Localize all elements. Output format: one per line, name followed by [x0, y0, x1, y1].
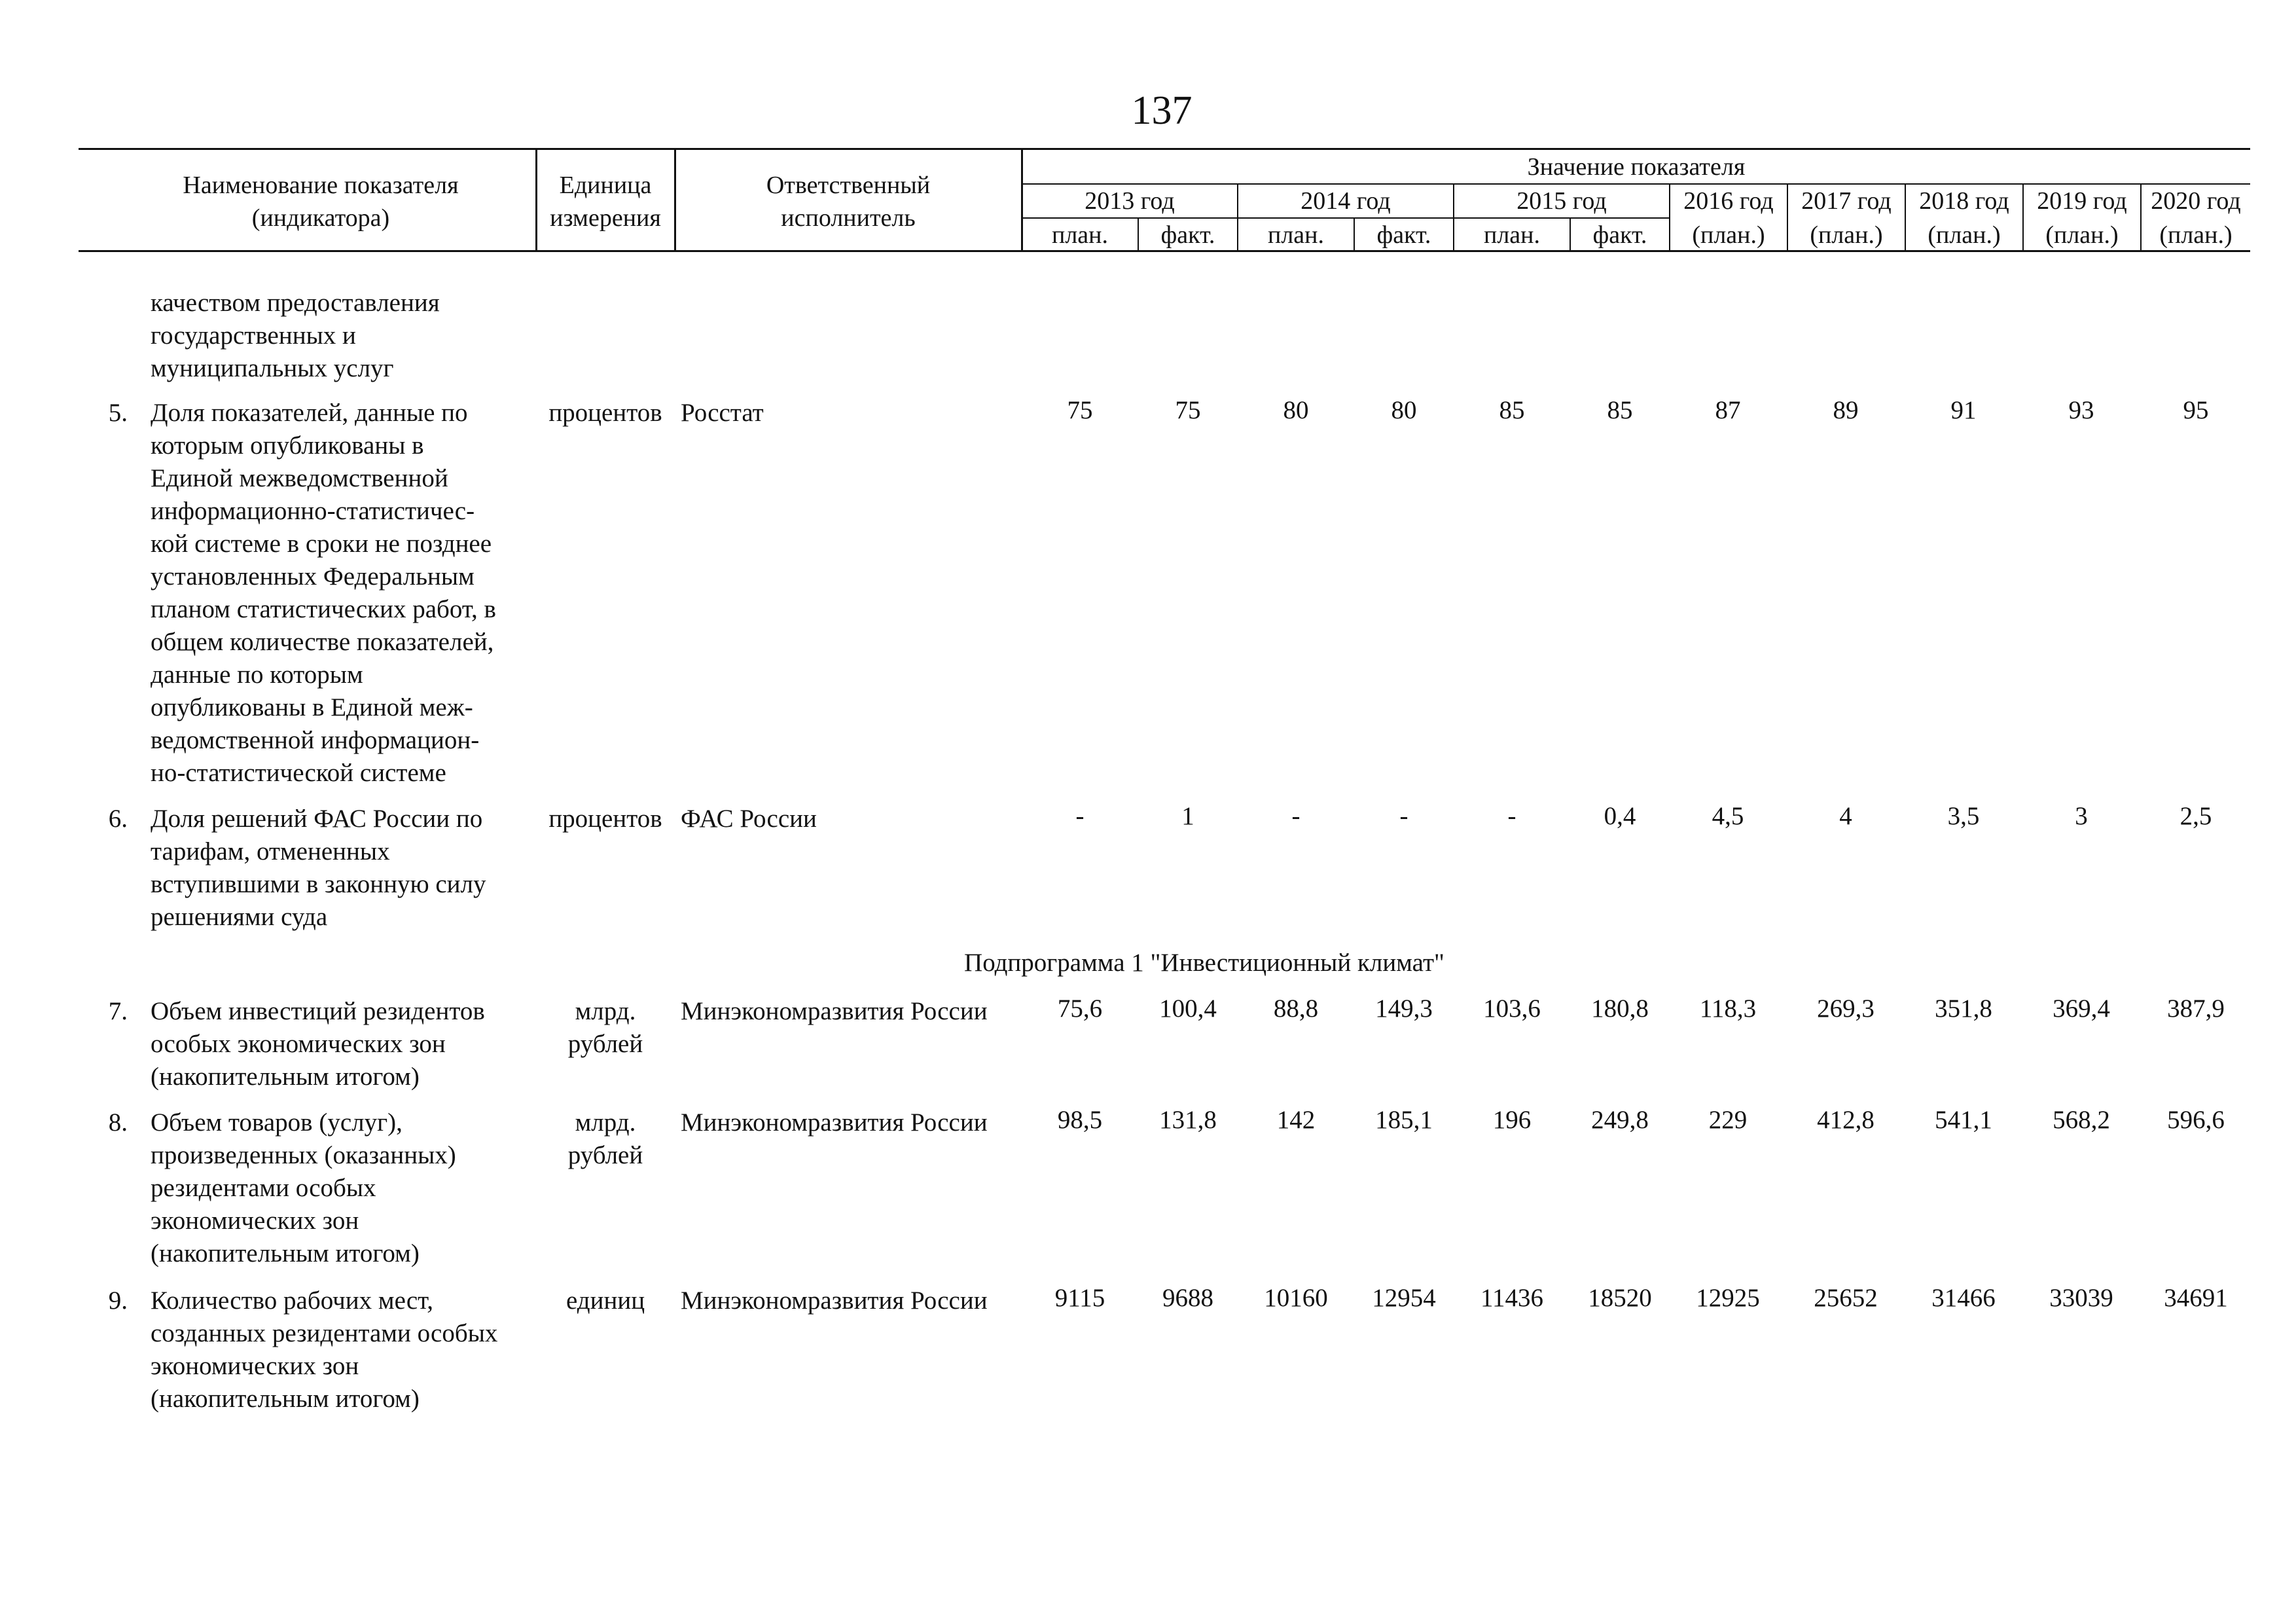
row-unit: рублей — [567, 1141, 643, 1169]
header-unit-line2: измерения — [550, 204, 661, 232]
row-value: 1 — [1181, 802, 1194, 830]
row-index: 6. — [108, 805, 128, 833]
header-plan: план. — [1483, 221, 1540, 249]
row-value: 87 — [1715, 396, 1741, 424]
header-year-2014: 2014 год — [1300, 187, 1391, 215]
row-value: 596,6 — [2167, 1106, 2225, 1134]
header-year-2015: 2015 год — [1516, 187, 1607, 215]
row-value: 75,6 — [1057, 994, 1103, 1023]
row-value: 118,3 — [1699, 994, 1757, 1023]
row-value: - — [1075, 802, 1085, 830]
row-index: 7. — [108, 997, 128, 1025]
row-name-line: экономических зон — [151, 1207, 359, 1235]
header-exec-line1: Ответственный — [766, 172, 931, 199]
row-name-line: вступившими в законную силу — [151, 870, 486, 898]
row-value: 88,8 — [1273, 994, 1319, 1023]
row-value: 185,1 — [1375, 1106, 1433, 1134]
row-name-line: Объем инвестиций резидентов — [151, 997, 485, 1025]
row-value: 412,8 — [1817, 1106, 1874, 1134]
row-value: 4,5 — [1712, 802, 1744, 830]
row-value: 9115 — [1054, 1284, 1105, 1312]
row-name-line: резидентами особых — [151, 1174, 376, 1202]
row-name-line: установленных Федеральным — [151, 562, 475, 591]
row-name-line: Доля показателей, данные по — [151, 399, 468, 427]
row-value: 75 — [1175, 396, 1201, 424]
header-year-2016: 2016 год — [1683, 187, 1774, 215]
row-name-line: (накопительным итогом) — [151, 1239, 420, 1267]
row-value: 95 — [2183, 396, 2209, 424]
page-number: 137 — [1131, 88, 1193, 133]
header-name-line1: Наименование показателя — [183, 172, 459, 199]
row-name-line: Количество рабочих мест, — [151, 1286, 434, 1315]
row-index: 5. — [108, 399, 128, 427]
row-name-line: информационно-статистичес- — [151, 497, 475, 525]
row-value: 85 — [1499, 396, 1525, 424]
row-index: 9. — [108, 1286, 128, 1315]
row-name-line: тарифам, отмененных — [151, 837, 390, 866]
row-name-line: Объем товаров (услуг), — [151, 1108, 403, 1137]
row-unit: процентов — [548, 805, 662, 833]
header-fact: факт. — [1160, 221, 1215, 249]
row-name-line: но-статистической системе — [151, 759, 446, 787]
header-fact: факт. — [1376, 221, 1431, 249]
header-plan: план. — [1267, 221, 1324, 249]
row-name-line: которым опубликованы в — [151, 431, 424, 460]
row-value: 3,5 — [1947, 802, 1980, 830]
row-value: 25652 — [1814, 1284, 1878, 1312]
row-value: 11436 — [1480, 1284, 1544, 1312]
header-year-2020: 2020 год — [2151, 187, 2241, 215]
row-value: 229 — [1708, 1106, 1748, 1134]
header-value-group: Значение показателя — [1527, 153, 1746, 181]
header-year-2019: 2019 год — [2037, 187, 2127, 215]
row-name-line: Единой межведомственной — [151, 464, 448, 492]
row-value: 180,8 — [1591, 994, 1649, 1023]
row-value: 369,4 — [2053, 994, 2110, 1023]
row-name-line: опубликованы в Единой меж- — [151, 693, 473, 721]
header-plan-sub: (план.) — [2045, 221, 2119, 249]
row-value: 387,9 — [2167, 994, 2225, 1023]
row-executor: Минэкономразвития России — [681, 997, 988, 1025]
row-value: 196 — [1492, 1106, 1532, 1134]
row-executor: ФАС России — [681, 805, 817, 833]
row-value: 541,1 — [1935, 1106, 1992, 1134]
row-index: 8. — [108, 1108, 128, 1137]
header-unit-line1: Единица — [559, 172, 652, 199]
row-name-line: ведомственной информацион- — [151, 726, 480, 754]
row-value: 80 — [1391, 396, 1417, 424]
row-name-line: особых экономических зон — [151, 1030, 446, 1058]
row-name-line: созданных резидентами особых — [151, 1319, 498, 1347]
row-value: 91 — [1950, 396, 1977, 424]
continuation-line: государственных и — [151, 321, 356, 350]
header-fact: факт. — [1592, 221, 1647, 249]
row-name-line: (накопительным итогом) — [151, 1385, 420, 1413]
row-value: 4 — [1839, 802, 1852, 830]
row-value: 269,3 — [1817, 994, 1874, 1023]
row-name-line: общем количестве показателей, — [151, 628, 494, 656]
row-value: - — [1291, 802, 1300, 830]
row-value: 249,8 — [1591, 1106, 1649, 1134]
row-value: 18520 — [1588, 1284, 1652, 1312]
subprogram-title: Подпрограмма 1 "Инвестиционный климат" — [964, 949, 1444, 977]
row-value: 12925 — [1696, 1284, 1760, 1312]
row-value: 80 — [1283, 396, 1309, 424]
row-value: 33039 — [2049, 1284, 2113, 1312]
row-value: 3 — [2075, 802, 2088, 830]
header-plan-sub: (план.) — [1928, 221, 2001, 249]
row-value: 142 — [1276, 1106, 1316, 1134]
row-value: 12954 — [1372, 1284, 1436, 1312]
row-value: 89 — [1833, 396, 1859, 424]
row-name-line: решениями суда — [151, 903, 328, 931]
row-value: 98,5 — [1057, 1106, 1103, 1134]
row-value: 10160 — [1264, 1284, 1328, 1312]
row-value: 103,6 — [1483, 994, 1541, 1023]
row-name-line: Доля решений ФАС России по — [151, 805, 483, 833]
row-executor: Минэкономразвития России — [681, 1286, 988, 1315]
row-unit: млрд. — [575, 1108, 636, 1137]
row-value: 568,2 — [2053, 1106, 2110, 1134]
continuation-line: качеством предоставления — [151, 289, 440, 317]
row-value: - — [1507, 802, 1516, 830]
row-value: 93 — [2068, 396, 2094, 424]
row-value: 9688 — [1162, 1284, 1213, 1312]
header-top-rule — [79, 148, 2250, 150]
row-name-line: (накопительным итогом) — [151, 1063, 420, 1091]
header-plan-sub: (план.) — [2159, 221, 2233, 249]
row-name-line: произведенных (оказанных) — [151, 1141, 456, 1169]
row-unit: процентов — [548, 399, 662, 427]
row-value: 75 — [1067, 396, 1093, 424]
header-plan-sub: (план.) — [1810, 221, 1883, 249]
row-value: - — [1399, 802, 1408, 830]
row-executor: Росстат — [681, 399, 764, 427]
row-name-line: кой системе в сроки не позднее — [151, 530, 492, 558]
header-year-2018: 2018 год — [1919, 187, 2009, 215]
header-plan: план. — [1051, 221, 1108, 249]
row-value: 100,4 — [1159, 994, 1217, 1023]
row-value: 31466 — [1931, 1284, 1996, 1312]
row-unit: рублей — [567, 1030, 643, 1058]
row-name-line: экономических зон — [151, 1352, 359, 1380]
row-unit: млрд. — [575, 997, 636, 1025]
row-value: 34691 — [2164, 1284, 2228, 1312]
row-executor: Минэкономразвития России — [681, 1108, 988, 1137]
row-value: 149,3 — [1375, 994, 1433, 1023]
header-exec-line2: исполнитель — [781, 204, 916, 232]
header-year-2017: 2017 год — [1801, 187, 1892, 215]
continuation-line: муниципальных услуг — [151, 354, 394, 382]
row-unit: единиц — [565, 1286, 645, 1315]
row-value: 131,8 — [1159, 1106, 1217, 1134]
header-year-2013: 2013 год — [1085, 187, 1175, 215]
row-value: 85 — [1607, 396, 1633, 424]
row-name-line: данные по которым — [151, 661, 363, 689]
row-value: 2,5 — [2179, 802, 2212, 830]
row-value: 351,8 — [1935, 994, 1992, 1023]
header-name-line2: (индикатора) — [251, 204, 390, 232]
row-name-line: планом статистических работ, в — [151, 595, 496, 623]
row-value: 0,4 — [1604, 802, 1636, 830]
header-plan-sub: (план.) — [1692, 221, 1765, 249]
